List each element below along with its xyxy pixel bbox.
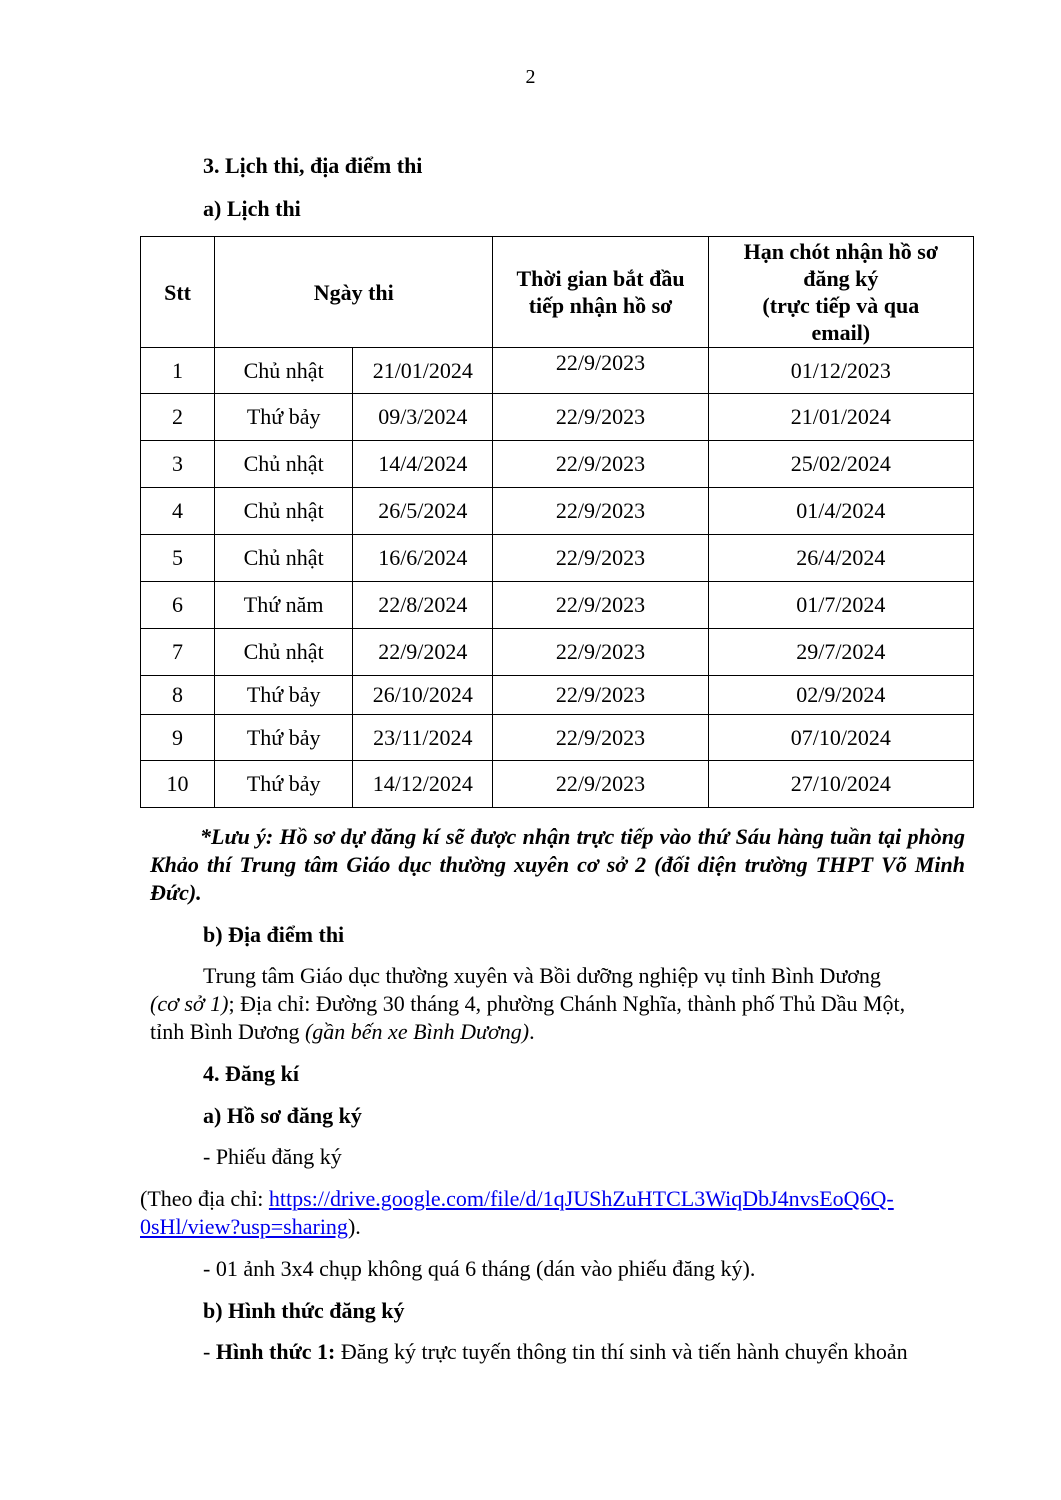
cell-day: Thứ năm	[215, 582, 353, 629]
cell-stt: 1	[141, 348, 215, 394]
table-row	[141, 676, 974, 715]
header-stt: Stt	[141, 237, 215, 348]
cell-day: Chủ nhật	[215, 441, 353, 488]
cell-start: 22/9/2023	[493, 676, 708, 715]
method-1-line	[203, 1338, 908, 1365]
cell-day: Thứ bảy	[215, 715, 353, 761]
header-ngay-thi: Ngày thi	[215, 237, 493, 348]
cell-stt: 3	[141, 441, 215, 488]
registration-note: *Lưu ý: Hồ sơ dự đăng kí sẽ được nhận trực tiếp vào thứ Sáu hàng tuần tại phòng Khảo thí Trung tâm Giáo dục thường xuyên cơ sở 2 (đối diện trường THPT Võ Minh Đức).	[150, 824, 965, 905]
cell-day: Chủ nhật	[215, 535, 353, 582]
form-link-part-1[interactable]: https://drive.google.com/file/d/1qJUShZuHTCL3WiqDbJ4nvsEoQ6Q-	[268, 1186, 894, 1211]
cell-deadline: 21/01/2024	[708, 394, 973, 441]
cell-start: 22/9/2023	[493, 348, 708, 394]
cell-start: 22/9/2023	[493, 715, 708, 761]
form-address-suffix: ).	[347, 1214, 361, 1239]
location-campus: (cơ sở 1)	[150, 991, 229, 1016]
cell-day: Thứ bảy	[215, 761, 353, 808]
cell-date: 23/11/2024	[353, 715, 493, 761]
table-row	[141, 535, 974, 582]
location-end: .	[529, 1019, 535, 1044]
cell-deadline: 25/02/2024	[708, 441, 973, 488]
cell-start: 22/9/2023	[493, 441, 708, 488]
cell-deadline: 29/7/2024	[708, 629, 973, 676]
table-row	[141, 761, 974, 808]
header-han-line3: (trực tiếp và qua	[762, 293, 920, 318]
header-thoi-gian-line2: tiếp nhận hồ sơ	[528, 293, 673, 318]
location-line-2	[150, 990, 905, 1017]
method-1-label: Hình thức 1:	[215, 1339, 336, 1364]
cell-date: 22/9/2024	[353, 629, 493, 676]
cell-date: 21/01/2024	[353, 348, 493, 394]
method-1-text: Đăng ký trực tuyến thông tin thí sinh và tiến hành chuyển khoản	[335, 1339, 908, 1364]
table-row	[141, 629, 974, 676]
cell-day: Thứ bảy	[215, 676, 353, 715]
cell-date: 26/10/2024	[353, 676, 493, 715]
table-row	[141, 582, 974, 629]
cell-deadline: 01/7/2024	[708, 582, 973, 629]
header-han-chot	[708, 237, 973, 348]
location-landmark: (gần bến xe Bình Dương)	[304, 1019, 530, 1044]
cell-stt: 2	[141, 394, 215, 441]
cell-date: 14/4/2024	[353, 441, 493, 488]
cell-stt: 8	[141, 676, 215, 715]
header-thoi-gian	[493, 237, 708, 348]
location-line-3	[150, 1018, 535, 1045]
cell-day: Chủ nhật	[215, 629, 353, 676]
cell-stt: 5	[141, 535, 215, 582]
location-province: tỉnh Bình Dương	[150, 1019, 305, 1044]
cell-start: 22/9/2023	[493, 761, 708, 808]
cell-day: Chủ nhật	[215, 348, 353, 394]
table-row	[141, 715, 974, 761]
form-address-line-1	[140, 1185, 894, 1212]
table-row	[141, 348, 974, 394]
method-1-dash: -	[203, 1339, 216, 1364]
form-address-prefix: (Theo địa chỉ:	[140, 1186, 269, 1211]
section-3-title: 3. Lịch thi, địa điểm thi	[203, 153, 423, 178]
page-number: 2	[525, 66, 536, 88]
cell-start: 22/9/2023	[493, 488, 708, 535]
cell-date: 26/5/2024	[353, 488, 493, 535]
cell-date: 16/6/2024	[353, 535, 493, 582]
header-han-line4: email)	[811, 320, 871, 345]
cell-date: 09/3/2024	[353, 394, 493, 441]
cell-deadline: 02/9/2024	[708, 676, 973, 715]
header-thoi-gian-line1: Thời gian bắt đầu	[516, 266, 685, 291]
cell-deadline: 01/4/2024	[708, 488, 973, 535]
form-address-line-2	[140, 1213, 361, 1240]
cell-start: 22/9/2023	[493, 582, 708, 629]
cell-day: Thứ bảy	[215, 394, 353, 441]
cell-deadline: 07/10/2024	[708, 715, 973, 761]
section-4b-title: b) Hình thức đăng ký	[203, 1298, 405, 1323]
cell-stt: 7	[141, 629, 215, 676]
cell-stt: 4	[141, 488, 215, 535]
cell-day: Chủ nhật	[215, 488, 353, 535]
section-4a-title: a) Hồ sơ đăng ký	[203, 1103, 362, 1128]
cell-deadline: 26/4/2024	[708, 535, 973, 582]
form-link-part-2[interactable]: 0sHl/view?usp=sharing	[140, 1214, 348, 1239]
cell-start: 22/9/2023	[493, 535, 708, 582]
section-4-title: 4. Đăng kí	[203, 1061, 299, 1086]
cell-date: 14/12/2024	[353, 761, 493, 808]
cell-stt: 6	[141, 582, 215, 629]
item-registration-form: - Phiếu đăng ký	[203, 1144, 342, 1169]
table-row	[141, 394, 974, 441]
cell-deadline: 27/10/2024	[708, 761, 973, 808]
section-3a-title: a) Lịch thi	[203, 196, 301, 221]
location-address: ; Địa chỉ: Đường 30 tháng 4, phường Chánh Nghĩa, thành phố Thủ Dầu Một,	[228, 991, 906, 1016]
header-han-line2: đăng ký	[803, 266, 879, 291]
table-row	[141, 441, 974, 488]
section-3b-title: b) Địa điểm thi	[203, 922, 345, 947]
exam-schedule-table	[140, 236, 974, 808]
cell-stt: 10	[141, 761, 215, 808]
cell-date: 22/8/2024	[353, 582, 493, 629]
cell-deadline: 01/12/2023	[708, 348, 973, 394]
location-line-1: Trung tâm Giáo dục thường xuyên và Bồi dưỡng nghiệp vụ tỉnh Bình Dương	[203, 963, 881, 988]
cell-start: 22/9/2023	[493, 629, 708, 676]
item-photo: - 01 ảnh 3x4 chụp không quá 6 tháng (dán vào phiếu đăng ký).	[203, 1256, 756, 1281]
header-han-line1: Hạn chót nhận hồ sơ	[743, 239, 938, 264]
table-row	[141, 488, 974, 535]
cell-start: 22/9/2023	[493, 394, 708, 441]
cell-stt: 9	[141, 715, 215, 761]
